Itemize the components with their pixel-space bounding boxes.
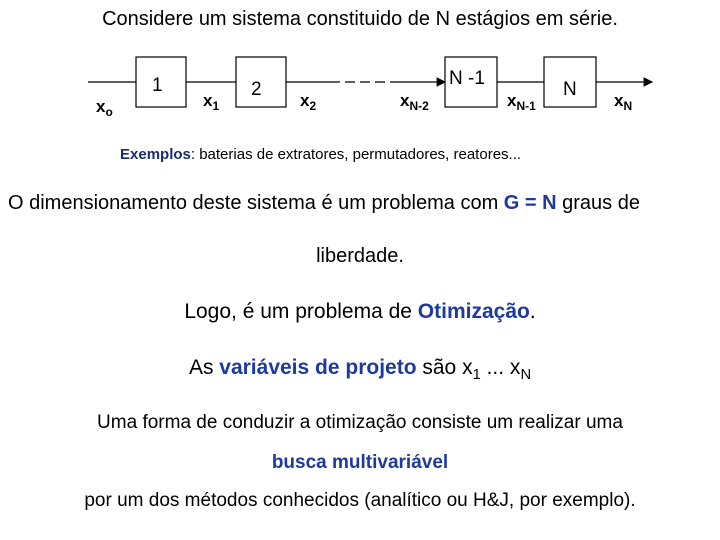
para2-post: . — [529, 300, 536, 323]
stream-label-x1: $x_1$ — [203, 91, 220, 113]
design-variables-line — [0, 356, 720, 383]
stage-label-n: N — [563, 79, 577, 100]
search-line-1: Uma forma de conduzir a otimização consiste um realizar uma — [97, 412, 623, 433]
para3-highlight: variáveis de projeto — [219, 356, 417, 379]
stream-label-xn-1: $x_{N-1}$ — [507, 91, 536, 113]
para3-sub1: 1 — [472, 367, 481, 384]
para1-post: graus de — [556, 192, 640, 214]
stage-diagram — [0, 0, 720, 140]
examples-label: Exemplos — [120, 146, 191, 163]
stage-label-2: 2 — [251, 79, 262, 100]
para3-subn: N — [520, 367, 532, 384]
optimization-line — [0, 300, 720, 324]
para1-highlight: G = N — [503, 192, 557, 214]
stream-label-x2: $x_2$ — [300, 91, 317, 113]
stream-label-xn: $x_N$ — [614, 91, 633, 113]
para1-pre: O dimensionamento deste sistema é um problema com — [8, 192, 504, 214]
para3-mid: são x — [416, 356, 473, 379]
degrees-of-freedom-line — [8, 192, 640, 215]
examples-line — [120, 146, 521, 163]
examples-text: : baterias de extratores, permutadores, reatores... — [190, 146, 522, 163]
page-title: Considere um sistema constituido de N estágios em série. — [102, 8, 618, 30]
degrees-of-freedom-line-2: liberdade. — [316, 245, 404, 267]
para3-dots: ... x — [480, 356, 521, 379]
search-line-3: por um dos métodos conhecidos (analítico ou H&J, por exemplo). — [84, 490, 636, 511]
stage-label-n-1: N -1 — [449, 68, 485, 89]
stream-label-xn-2: $x_{N-2}$ — [400, 91, 429, 113]
stream-label-x0: $x_o$ — [96, 97, 113, 119]
para3-pre: As — [188, 356, 220, 379]
para2-highlight: Otimização — [417, 300, 530, 323]
search-line-2: busca multivariável — [271, 452, 449, 473]
stage-label-1: 1 — [152, 75, 163, 96]
para2-pre: Logo, é um problema de — [184, 300, 418, 323]
